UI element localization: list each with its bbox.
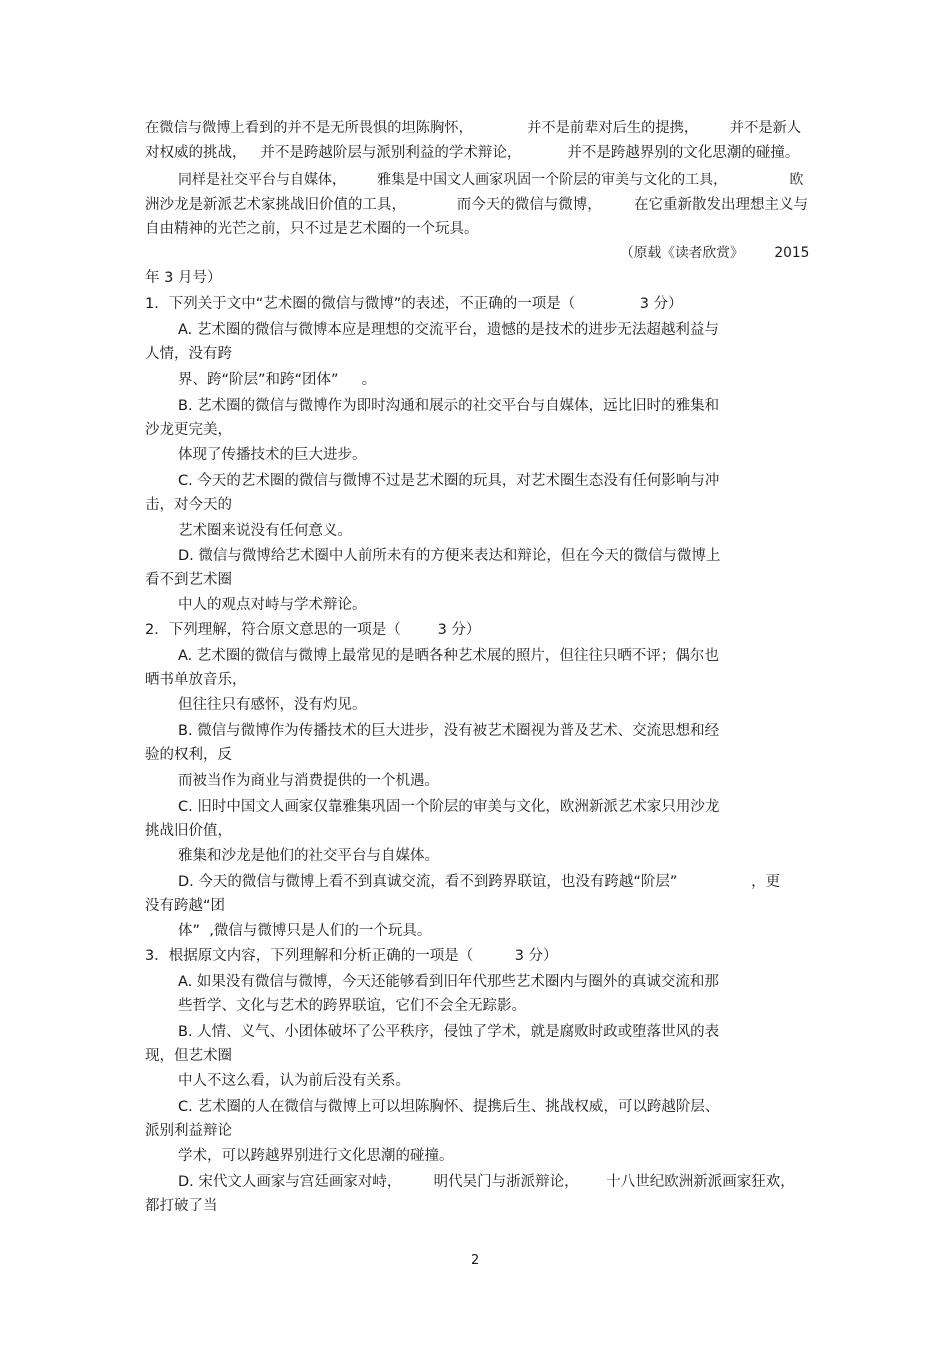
text-line: 在微信与微博上看到的并不是无所畏惧的坦陈胸怀， 并不是前辈对后生的提携， 并不是新人 — [145, 120, 802, 136]
option-line: C. 今天的艺术圈的微信与微博不过是艺术圈的玩具，对艺术圈生态没有任何影响与冲 — [178, 473, 720, 489]
question-stem: 1．下列关于文中“艺术圈的微信与微博”的表述，不正确的一项是（ 3 分） — [145, 296, 683, 312]
option-line: 现，但艺术圈 — [145, 1048, 232, 1064]
option-line: 晒书单放音乐， — [145, 672, 247, 688]
option-line: 而被当作为商业与消费提供的一个机遇。 — [178, 773, 439, 789]
option-line: A. 艺术圈的微信与微博上最常见的是晒各种艺术展的照片，但往往只晒不评；偶尔也 — [178, 648, 719, 664]
text-line: 同样是社交平台与自媒体， 雅集是中国文人画家巩固一个阶层的审美与文化的工具， 欧 — [178, 172, 804, 188]
source-citation: （原载《读者欣赏》 2015 — [620, 245, 810, 261]
option-line: B. 微信与微博作为传播技术的巨大进步，没有被艺术圈视为普及艺术、交流思想和经 — [178, 723, 720, 739]
option-line: 界、跨“阶层”和跨“团体” 。 — [178, 372, 377, 388]
option-line: 派别利益辩论 — [145, 1123, 232, 1139]
option-line: A. 艺术圈的微信与微博本应是理想的交流平台，遗憾的是技术的进步无法超越利益与 — [178, 322, 719, 338]
option-line: 但往往只有感怀，没有灼见。 — [178, 697, 367, 713]
text-line: 对权威的挑战， 并不是跨越阶层与派别利益的学术辩论， 并不是跨越界别的文化思潮的碰撞。 — [145, 145, 800, 161]
text-line: 自由精神的光芒之前，只不过是艺术圈的一个玩具。 — [145, 221, 479, 237]
question-stem: 2．下列理解，符合原文意思的一项是（ 3 分） — [145, 622, 481, 638]
option-line: 挑战旧价值， — [145, 823, 232, 839]
option-line: 击，对今天的 — [145, 497, 232, 513]
option-line: C. 旧时中国文人画家仅靠雅集巩固一个阶层的审美与文化，欧洲新派艺术家只用沙龙 — [178, 799, 720, 815]
option-line: 人情，没有跨 — [145, 346, 232, 362]
option-line: 体” ,微信与微博只是人们的一个玩具。 — [178, 923, 432, 939]
option-line: 都打破了当 — [145, 1198, 218, 1214]
page-number: 2 — [471, 1253, 480, 1268]
option-line: 没有跨越“团 — [145, 898, 226, 914]
option-line: B. 人情、义气、小团体破坏了公平秩序，侵蚀了学术，就是腐败时政或堕落世风的表 — [178, 1024, 720, 1040]
option-line: 些哲学、文化与艺术的跨界联谊，它们不会全无踪影。 — [178, 998, 526, 1014]
option-line: B. 艺术圈的微信与微博作为即时沟通和展示的社交平台与自媒体，远比旧时的雅集和 — [178, 398, 720, 414]
option-line: D. 宋代文人画家与宫廷画家对峙， 明代吴门与浙派辩论， 十八世纪欧洲新派画家狂欢， — [178, 1174, 795, 1190]
option-line: D. 今天的微信与微博上看不到真诚交流，看不到跨界联谊，也没有跨越“阶层” ，更 — [178, 874, 781, 890]
option-line: 验的权利，反 — [145, 747, 232, 763]
option-line: 中人不这么看，认为前后没有关系。 — [178, 1073, 410, 1089]
question-stem: 3．根据原文内容，下列理解和分析正确的一项是（ 3 分） — [145, 948, 558, 964]
option-line: C. 艺术圈的人在微信与微博上可以坦陈胸怀、提携后生、挑战权威，可以跨越阶层、 — [178, 1099, 720, 1115]
option-line: 沙龙更完美， — [145, 422, 232, 438]
text-line: 洲沙龙是新派艺术家挑战旧价值的工具， 而今天的微信与微博， 在它重新散发出理想主义与 — [145, 197, 808, 213]
option-line: 中人的观点对峙与学术辩论。 — [178, 597, 367, 613]
option-line: A. 如果没有微信与微博，今天还能够看到旧年代那些艺术圈内与圈外的真诚交流和那 — [178, 974, 719, 990]
option-line: 看不到艺术圈 — [145, 572, 232, 588]
option-line: D. 微信与微博给艺术圈中人前所未有的方便来表达和辩论，但在今天的微信与微博上 — [178, 548, 721, 564]
text-line: 年 3 月号） — [145, 270, 222, 286]
option-line: 艺术圈来说没有任何意义。 — [178, 523, 352, 539]
option-line: 雅集和沙龙是他们的社交平台与自媒体。 — [178, 848, 439, 864]
option-line: 学术，可以跨越界别进行文化思潮的碰撞。 — [178, 1148, 454, 1164]
option-line: 体现了传播技术的巨大进步。 — [178, 447, 367, 463]
